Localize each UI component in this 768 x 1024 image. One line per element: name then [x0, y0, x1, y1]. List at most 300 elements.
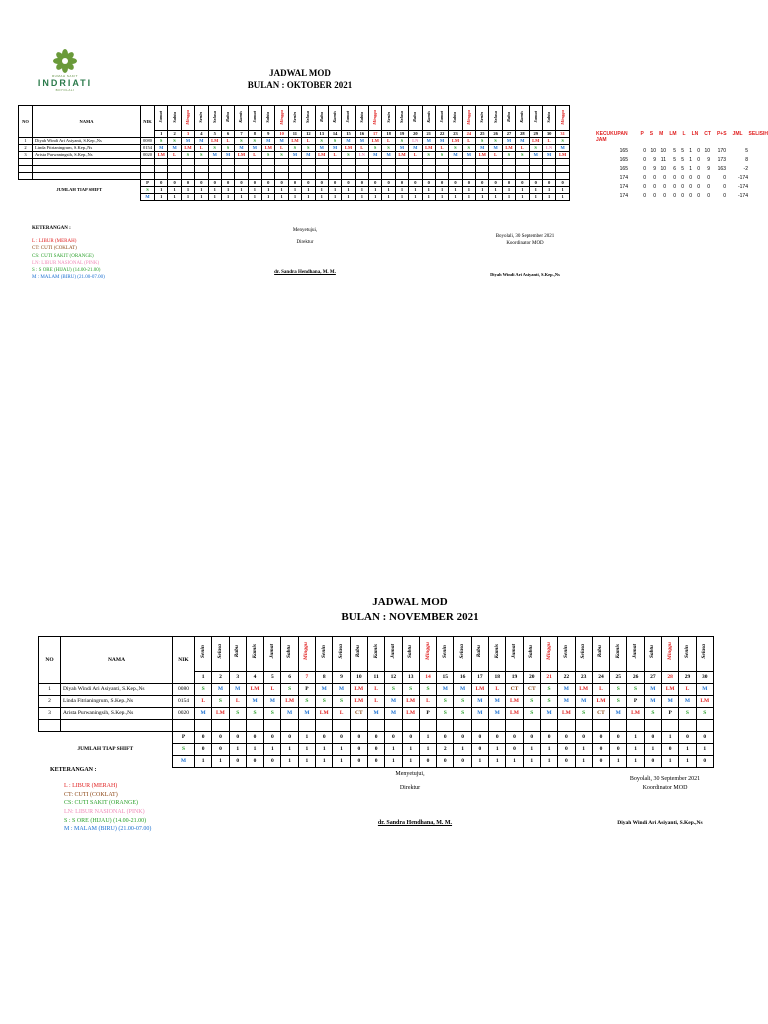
- shift-cell[interactable]: LM: [208, 138, 221, 145]
- shift-cell[interactable]: [449, 173, 462, 180]
- shift-cell[interactable]: S: [540, 684, 557, 696]
- shift-cell[interactable]: M: [679, 696, 696, 708]
- shift-cell[interactable]: [235, 173, 248, 180]
- shift-cell[interactable]: [422, 166, 435, 173]
- shift-cell[interactable]: M: [449, 152, 462, 159]
- shift-cell[interactable]: S: [229, 708, 246, 720]
- shift-cell[interactable]: [435, 166, 448, 173]
- shift-cell[interactable]: L: [195, 696, 212, 708]
- shift-cell[interactable]: LM: [281, 696, 298, 708]
- shift-cell[interactable]: [696, 720, 713, 732]
- shift-cell[interactable]: M: [610, 708, 627, 720]
- shift-cell[interactable]: [369, 159, 382, 166]
- shift-cell[interactable]: S: [333, 696, 350, 708]
- shift-cell[interactable]: LM: [592, 696, 609, 708]
- shift-cell[interactable]: S: [556, 138, 570, 145]
- shift-cell[interactable]: [195, 173, 208, 180]
- shift-cell[interactable]: P: [419, 708, 436, 720]
- shift-cell[interactable]: M: [471, 696, 488, 708]
- shift-cell[interactable]: [662, 720, 679, 732]
- shift-cell[interactable]: L: [333, 708, 350, 720]
- shift-cell[interactable]: S: [264, 708, 281, 720]
- shift-cell[interactable]: M: [516, 138, 529, 145]
- shift-cell[interactable]: M: [229, 684, 246, 696]
- shift-cell[interactable]: L: [264, 684, 281, 696]
- shift-cell[interactable]: LM: [246, 684, 263, 696]
- shift-cell[interactable]: [627, 720, 644, 732]
- shift-cell[interactable]: [435, 173, 448, 180]
- shift-cell[interactable]: S: [402, 684, 419, 696]
- shift-cell[interactable]: [208, 159, 221, 166]
- shift-cell[interactable]: [610, 720, 627, 732]
- shift-cell[interactable]: [556, 173, 570, 180]
- shift-cell[interactable]: S: [316, 696, 333, 708]
- shift-cell[interactable]: LM: [155, 152, 168, 159]
- shift-cell[interactable]: [542, 166, 555, 173]
- shift-cell[interactable]: LN: [409, 138, 422, 145]
- shift-cell[interactable]: M: [476, 145, 489, 152]
- shift-cell[interactable]: [315, 166, 328, 173]
- shift-cell[interactable]: [462, 166, 475, 173]
- shift-cell[interactable]: [575, 720, 592, 732]
- shift-cell[interactable]: [181, 159, 194, 166]
- shift-cell[interactable]: LM: [369, 138, 382, 145]
- shift-cell[interactable]: [516, 173, 529, 180]
- shift-cell[interactable]: S: [315, 138, 328, 145]
- shift-cell[interactable]: L: [592, 684, 609, 696]
- shift-cell[interactable]: LM: [696, 696, 713, 708]
- shift-cell[interactable]: M: [385, 708, 402, 720]
- shift-cell[interactable]: M: [248, 145, 261, 152]
- shift-cell[interactable]: L: [221, 138, 234, 145]
- shift-cell[interactable]: S: [195, 684, 212, 696]
- shift-cell[interactable]: [462, 159, 475, 166]
- shift-cell[interactable]: [288, 173, 301, 180]
- shift-cell[interactable]: [489, 159, 502, 166]
- shift-cell[interactable]: S: [610, 684, 627, 696]
- shift-cell[interactable]: LM: [288, 138, 301, 145]
- shift-cell[interactable]: L: [435, 145, 448, 152]
- shift-cell[interactable]: S: [342, 152, 355, 159]
- shift-cell[interactable]: [298, 720, 315, 732]
- shift-cell[interactable]: [208, 166, 221, 173]
- shift-cell[interactable]: [168, 166, 181, 173]
- shift-cell[interactable]: [435, 159, 448, 166]
- shift-cell[interactable]: [221, 166, 234, 173]
- shift-cell[interactable]: [208, 173, 221, 180]
- shift-cell[interactable]: LM: [506, 696, 523, 708]
- shift-cell[interactable]: L: [248, 152, 261, 159]
- shift-cell[interactable]: S: [281, 684, 298, 696]
- shift-cell[interactable]: L: [302, 138, 315, 145]
- shift-cell[interactable]: LM: [627, 708, 644, 720]
- shift-cell[interactable]: L: [355, 145, 368, 152]
- shift-cell[interactable]: LM: [422, 145, 435, 152]
- shift-cell[interactable]: L: [367, 696, 384, 708]
- shift-cell[interactable]: S: [235, 138, 248, 145]
- shift-cell[interactable]: [529, 166, 542, 173]
- shift-cell[interactable]: L: [409, 152, 422, 159]
- shift-cell[interactable]: LM: [556, 152, 570, 159]
- shift-cell[interactable]: [409, 173, 422, 180]
- shift-cell[interactable]: M: [288, 152, 301, 159]
- shift-cell[interactable]: [542, 173, 555, 180]
- shift-cell[interactable]: M: [275, 138, 288, 145]
- shift-cell[interactable]: LM: [502, 145, 515, 152]
- shift-cell[interactable]: [395, 173, 408, 180]
- shift-cell[interactable]: L: [328, 152, 341, 159]
- shift-cell[interactable]: [422, 159, 435, 166]
- shift-cell[interactable]: [382, 173, 395, 180]
- shift-cell[interactable]: M: [556, 145, 570, 152]
- shift-cell[interactable]: S: [679, 708, 696, 720]
- shift-cell[interactable]: M: [316, 684, 333, 696]
- shift-cell[interactable]: M: [264, 696, 281, 708]
- shift-cell[interactable]: [275, 173, 288, 180]
- shift-cell[interactable]: S: [575, 708, 592, 720]
- shift-cell[interactable]: [262, 173, 275, 180]
- shift-cell[interactable]: S: [262, 152, 275, 159]
- shift-cell[interactable]: S: [502, 152, 515, 159]
- shift-cell[interactable]: CT: [523, 684, 540, 696]
- shift-cell[interactable]: L: [229, 696, 246, 708]
- shift-cell[interactable]: LM: [506, 708, 523, 720]
- shift-cell[interactable]: M: [502, 138, 515, 145]
- shift-cell[interactable]: [523, 720, 540, 732]
- shift-cell[interactable]: M: [409, 145, 422, 152]
- shift-cell[interactable]: M: [558, 684, 575, 696]
- shift-cell[interactable]: [437, 720, 454, 732]
- shift-cell[interactable]: [679, 720, 696, 732]
- shift-cell[interactable]: [476, 173, 489, 180]
- shift-cell[interactable]: M: [437, 684, 454, 696]
- shift-cell[interactable]: M: [155, 145, 168, 152]
- shift-cell[interactable]: [369, 173, 382, 180]
- shift-cell[interactable]: L: [275, 145, 288, 152]
- shift-cell[interactable]: [281, 720, 298, 732]
- shift-cell[interactable]: S: [437, 708, 454, 720]
- shift-cell[interactable]: LM: [529, 138, 542, 145]
- shift-cell[interactable]: S: [422, 152, 435, 159]
- shift-cell[interactable]: [262, 166, 275, 173]
- shift-cell[interactable]: [419, 720, 436, 732]
- shift-cell[interactable]: S: [248, 138, 261, 145]
- shift-cell[interactable]: [264, 720, 281, 732]
- shift-cell[interactable]: [529, 173, 542, 180]
- shift-cell[interactable]: M: [195, 138, 208, 145]
- shift-cell[interactable]: [235, 159, 248, 166]
- shift-cell[interactable]: L: [489, 152, 502, 159]
- shift-cell[interactable]: L: [542, 138, 555, 145]
- shift-cell[interactable]: M: [262, 138, 275, 145]
- shift-cell[interactable]: [302, 173, 315, 180]
- shift-cell[interactable]: S: [437, 696, 454, 708]
- shift-cell[interactable]: M: [575, 696, 592, 708]
- shift-cell[interactable]: [181, 173, 194, 180]
- shift-cell[interactable]: [355, 166, 368, 173]
- shift-cell[interactable]: S: [275, 152, 288, 159]
- shift-cell[interactable]: S: [462, 145, 475, 152]
- shift-cell[interactable]: M: [298, 708, 315, 720]
- shift-cell[interactable]: LM: [575, 684, 592, 696]
- shift-cell[interactable]: S: [454, 708, 471, 720]
- shift-cell[interactable]: [382, 159, 395, 166]
- shift-cell[interactable]: P: [298, 684, 315, 696]
- shift-cell[interactable]: [248, 166, 261, 173]
- shift-cell[interactable]: LM: [262, 145, 275, 152]
- shift-cell[interactable]: [328, 173, 341, 180]
- shift-cell[interactable]: [168, 173, 181, 180]
- shift-cell[interactable]: S: [155, 138, 168, 145]
- shift-cell[interactable]: M: [454, 684, 471, 696]
- shift-cell[interactable]: [275, 159, 288, 166]
- shift-cell[interactable]: [542, 159, 555, 166]
- shift-cell[interactable]: [502, 173, 515, 180]
- shift-cell[interactable]: LM: [471, 684, 488, 696]
- shift-cell[interactable]: S: [382, 145, 395, 152]
- shift-cell[interactable]: [315, 159, 328, 166]
- shift-cell[interactable]: LM: [212, 708, 229, 720]
- shift-cell[interactable]: [342, 166, 355, 173]
- shift-cell[interactable]: [502, 159, 515, 166]
- shift-cell[interactable]: M: [281, 708, 298, 720]
- shift-cell[interactable]: L: [367, 684, 384, 696]
- shift-cell[interactable]: LM: [316, 708, 333, 720]
- shift-cell[interactable]: L: [168, 152, 181, 159]
- shift-cell[interactable]: [462, 173, 475, 180]
- shift-cell[interactable]: [355, 159, 368, 166]
- shift-cell[interactable]: M: [462, 152, 475, 159]
- shift-cell[interactable]: S: [454, 696, 471, 708]
- shift-cell[interactable]: [328, 166, 341, 173]
- shift-cell[interactable]: S: [696, 708, 713, 720]
- shift-cell[interactable]: S: [627, 684, 644, 696]
- shift-cell[interactable]: S: [516, 152, 529, 159]
- shift-cell[interactable]: S: [369, 145, 382, 152]
- shift-cell[interactable]: M: [395, 145, 408, 152]
- shift-cell[interactable]: [195, 166, 208, 173]
- shift-cell[interactable]: [355, 173, 368, 180]
- shift-cell[interactable]: S: [476, 138, 489, 145]
- shift-cell[interactable]: M: [696, 684, 713, 696]
- shift-cell[interactable]: [229, 720, 246, 732]
- shift-cell[interactable]: LM: [662, 684, 679, 696]
- shift-cell[interactable]: [342, 159, 355, 166]
- shift-cell[interactable]: [402, 720, 419, 732]
- shift-cell[interactable]: L: [489, 684, 506, 696]
- shift-cell[interactable]: S: [181, 152, 194, 159]
- shift-cell[interactable]: L: [419, 696, 436, 708]
- shift-cell[interactable]: [155, 159, 168, 166]
- shift-cell[interactable]: M: [367, 708, 384, 720]
- shift-cell[interactable]: S: [221, 145, 234, 152]
- shift-cell[interactable]: S: [298, 696, 315, 708]
- shift-cell[interactable]: CT: [350, 708, 367, 720]
- shift-cell[interactable]: [212, 720, 229, 732]
- shift-cell[interactable]: M: [489, 145, 502, 152]
- shift-cell[interactable]: [385, 720, 402, 732]
- shift-cell[interactable]: LN: [542, 145, 555, 152]
- shift-cell[interactable]: LM: [476, 152, 489, 159]
- shift-cell[interactable]: P: [662, 708, 679, 720]
- shift-cell[interactable]: S: [540, 696, 557, 708]
- shift-cell[interactable]: M: [328, 145, 341, 152]
- shift-cell[interactable]: M: [355, 138, 368, 145]
- shift-cell[interactable]: M: [382, 152, 395, 159]
- shift-cell[interactable]: M: [235, 145, 248, 152]
- shift-cell[interactable]: [516, 159, 529, 166]
- shift-cell[interactable]: [350, 720, 367, 732]
- shift-cell[interactable]: S: [385, 684, 402, 696]
- shift-cell[interactable]: [235, 166, 248, 173]
- shift-cell[interactable]: S: [195, 152, 208, 159]
- shift-cell[interactable]: LN: [355, 152, 368, 159]
- shift-cell[interactable]: M: [558, 696, 575, 708]
- shift-cell[interactable]: [195, 159, 208, 166]
- shift-cell[interactable]: L: [679, 684, 696, 696]
- shift-cell[interactable]: [476, 166, 489, 173]
- shift-cell[interactable]: S: [523, 696, 540, 708]
- shift-cell[interactable]: [529, 159, 542, 166]
- shift-cell[interactable]: LM: [558, 708, 575, 720]
- shift-cell[interactable]: S: [449, 145, 462, 152]
- shift-cell[interactable]: [342, 173, 355, 180]
- shift-cell[interactable]: L: [462, 138, 475, 145]
- shift-cell[interactable]: S: [246, 708, 263, 720]
- shift-cell[interactable]: M: [540, 708, 557, 720]
- shift-cell[interactable]: M: [302, 152, 315, 159]
- shift-cell[interactable]: M: [435, 138, 448, 145]
- shift-cell[interactable]: [275, 166, 288, 173]
- shift-cell[interactable]: [476, 159, 489, 166]
- shift-cell[interactable]: [489, 720, 506, 732]
- shift-cell[interactable]: [540, 720, 557, 732]
- shift-cell[interactable]: S: [419, 684, 436, 696]
- shift-cell[interactable]: M: [195, 708, 212, 720]
- shift-cell[interactable]: [502, 166, 515, 173]
- shift-cell[interactable]: S: [435, 152, 448, 159]
- shift-cell[interactable]: S: [644, 708, 661, 720]
- shift-cell[interactable]: [262, 159, 275, 166]
- shift-cell[interactable]: S: [529, 145, 542, 152]
- shift-cell[interactable]: S: [212, 696, 229, 708]
- shift-cell[interactable]: M: [471, 708, 488, 720]
- shift-cell[interactable]: [422, 173, 435, 180]
- shift-cell[interactable]: [316, 720, 333, 732]
- shift-cell[interactable]: L: [382, 138, 395, 145]
- shift-cell[interactable]: M: [542, 152, 555, 159]
- shift-cell[interactable]: [367, 720, 384, 732]
- shift-cell[interactable]: M: [489, 696, 506, 708]
- shift-cell[interactable]: M: [168, 145, 181, 152]
- shift-cell[interactable]: S: [610, 696, 627, 708]
- shift-cell[interactable]: [155, 166, 168, 173]
- shift-cell[interactable]: [302, 159, 315, 166]
- shift-cell[interactable]: S: [168, 138, 181, 145]
- shift-cell[interactable]: CT: [506, 684, 523, 696]
- shift-cell[interactable]: LM: [402, 708, 419, 720]
- shift-cell[interactable]: [409, 159, 422, 166]
- shift-cell[interactable]: [558, 720, 575, 732]
- shift-cell[interactable]: LM: [395, 152, 408, 159]
- shift-cell[interactable]: S: [302, 145, 315, 152]
- shift-cell[interactable]: [489, 166, 502, 173]
- shift-cell[interactable]: S: [523, 708, 540, 720]
- shift-cell[interactable]: M: [644, 696, 661, 708]
- shift-cell[interactable]: [288, 166, 301, 173]
- shift-cell[interactable]: LM: [449, 138, 462, 145]
- shift-cell[interactable]: M: [644, 684, 661, 696]
- shift-cell[interactable]: [315, 173, 328, 180]
- shift-cell[interactable]: S: [288, 145, 301, 152]
- shift-cell[interactable]: S: [328, 138, 341, 145]
- shift-cell[interactable]: M: [208, 152, 221, 159]
- shift-cell[interactable]: [454, 720, 471, 732]
- shift-cell[interactable]: [449, 159, 462, 166]
- shift-cell[interactable]: P: [627, 696, 644, 708]
- shift-cell[interactable]: [181, 166, 194, 173]
- shift-cell[interactable]: [644, 720, 661, 732]
- shift-cell[interactable]: S: [489, 138, 502, 145]
- shift-cell[interactable]: LM: [402, 696, 419, 708]
- shift-cell[interactable]: M: [221, 152, 234, 159]
- shift-cell[interactable]: M: [342, 138, 355, 145]
- shift-cell[interactable]: L: [195, 145, 208, 152]
- shift-cell[interactable]: LM: [315, 152, 328, 159]
- shift-cell[interactable]: [516, 166, 529, 173]
- shift-cell[interactable]: [288, 159, 301, 166]
- shift-cell[interactable]: LM: [235, 152, 248, 159]
- shift-cell[interactable]: [328, 159, 341, 166]
- shift-cell[interactable]: S: [395, 138, 408, 145]
- shift-cell[interactable]: M: [385, 696, 402, 708]
- shift-cell[interactable]: M: [246, 696, 263, 708]
- shift-cell[interactable]: LM: [342, 145, 355, 152]
- shift-cell[interactable]: CT: [592, 708, 609, 720]
- shift-cell[interactable]: [489, 173, 502, 180]
- shift-cell[interactable]: [246, 720, 263, 732]
- shift-cell[interactable]: [395, 159, 408, 166]
- shift-cell[interactable]: [168, 159, 181, 166]
- shift-cell[interactable]: [409, 166, 422, 173]
- shift-cell[interactable]: [471, 720, 488, 732]
- shift-cell[interactable]: [449, 166, 462, 173]
- shift-cell[interactable]: [221, 159, 234, 166]
- shift-cell[interactable]: LM: [350, 696, 367, 708]
- shift-cell[interactable]: [248, 173, 261, 180]
- shift-cell[interactable]: [155, 173, 168, 180]
- shift-cell[interactable]: [506, 720, 523, 732]
- shift-cell[interactable]: [302, 166, 315, 173]
- shift-cell[interactable]: S: [208, 145, 221, 152]
- shift-cell[interactable]: [248, 159, 261, 166]
- shift-cell[interactable]: [382, 166, 395, 173]
- shift-cell[interactable]: [556, 159, 570, 166]
- shift-cell[interactable]: [333, 720, 350, 732]
- shift-cell[interactable]: M: [212, 684, 229, 696]
- shift-cell[interactable]: M: [315, 145, 328, 152]
- shift-cell[interactable]: M: [489, 708, 506, 720]
- shift-cell[interactable]: M: [529, 152, 542, 159]
- shift-cell[interactable]: [592, 720, 609, 732]
- shift-cell[interactable]: [395, 166, 408, 173]
- shift-cell[interactable]: L: [516, 145, 529, 152]
- shift-cell[interactable]: LM: [181, 145, 194, 152]
- shift-cell[interactable]: [556, 166, 570, 173]
- shift-cell[interactable]: M: [662, 696, 679, 708]
- shift-cell[interactable]: [221, 173, 234, 180]
- shift-cell[interactable]: LM: [350, 684, 367, 696]
